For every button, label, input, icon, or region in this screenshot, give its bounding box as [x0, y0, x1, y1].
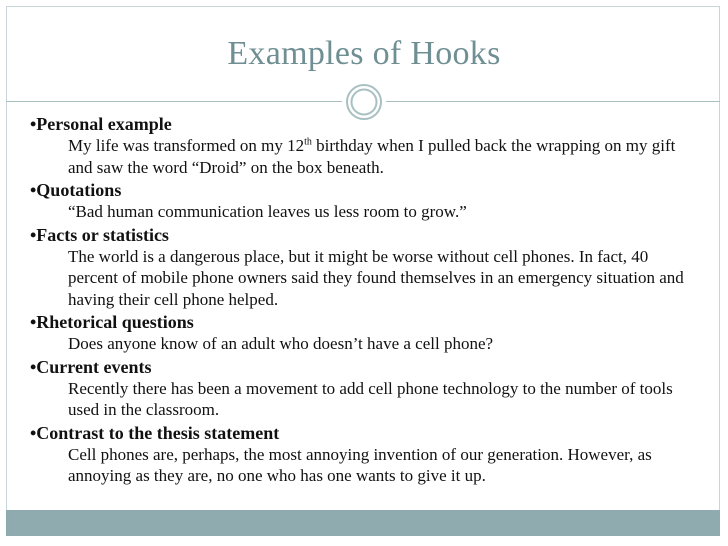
item-heading-contrast-thesis: •Contrast to the thesis statement [30, 422, 280, 443]
item-body-current-events: Recently there has been a movement to add cell phone technology to the number of tools used in the classroom. [68, 378, 673, 419]
item-body-text: My life was transformed on my 12 [68, 136, 305, 155]
item-heading-quotations: •Quotations [30, 180, 122, 200]
slide-title: Examples of Hooks [227, 35, 501, 72]
item-heading-personal-example: •Personal example [30, 114, 172, 134]
divider-line-right [386, 101, 720, 102]
item-heading-facts-statistics: •Facts or statistics [30, 224, 169, 245]
item-body-rhetorical-questions: Does anyone know of an adult who doesn’t have a cell phone? [68, 334, 494, 353]
item-body-contrast-thesis: Cell phones are, perhaps, the most annoying invention of our generation. However, as annoying as they are, no one who has one wants to give it up. [68, 444, 652, 485]
item-heading-rhetorical-questions: •Rhetorical questions [30, 312, 194, 332]
ordinal-superscript: th [304, 136, 312, 148]
item-body-text: birthday when I pulled back the wrapping on my gift and saw the word “Droid” on the box beneath. [68, 136, 676, 177]
item-heading-current-events: •Current events [30, 356, 152, 377]
item-body-facts-statistics: The world is a dangerous place, but it might be worse without cell phones. In fact, 40 percent of mobile phone owners said they found themselves in an emergency situation and having their cell phone helped. [68, 246, 684, 309]
item-body-quotations: “Bad human communication leaves us less room to grow.” [68, 202, 467, 221]
item-body-personal-example [68, 135, 700, 178]
divider-line-left [6, 101, 342, 102]
footer-bar [6, 510, 720, 536]
slide-content [30, 113, 700, 488]
